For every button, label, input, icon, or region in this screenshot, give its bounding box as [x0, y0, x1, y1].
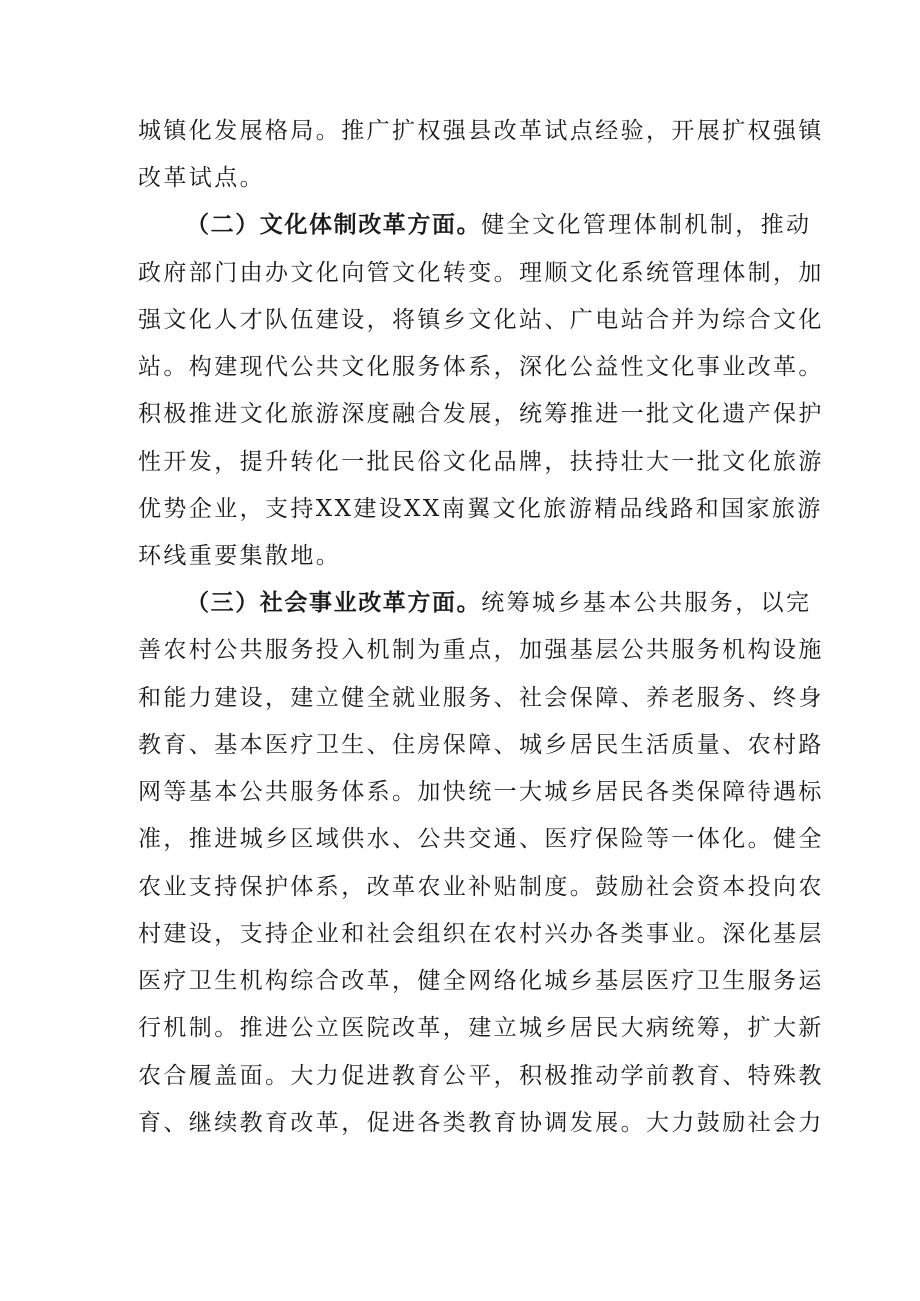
paragraph-line: 环线重要集散地。 [138, 543, 342, 569]
paragraph-line: 积极推进文化旅游深度融合发展，统筹推进一批文化遗产保护 [138, 401, 824, 427]
paragraph-line: 医疗卫生机构综合改革，健全网络化城乡基层医疗卫生服务运 [138, 968, 824, 994]
paragraph-line: 城镇化发展格局。推广扩权强县改革试点经验，开展扩权强镇 [138, 118, 824, 144]
section-2-first-line [186, 205, 812, 245]
paragraph-line: 强文化人才队伍建设，将镇乡文化站、广电站合并为综合文化 [138, 307, 824, 333]
paragraph-line: 教育、基本医疗卫生、住房保障、城乡居民生活质量、农村路 [138, 732, 824, 758]
paragraph-line: 和能力建设，建立健全就业服务、社会保障、养老服务、终身 [138, 685, 824, 711]
paragraph-line: 网等基本公共服务体系。加快统一大城乡居民各类保障待遇标 [138, 779, 824, 805]
paragraph-line: 改革试点。 [138, 165, 265, 191]
paragraph-line: 站。构建现代公共文化服务体系，深化公益性文化事业改革。 [138, 354, 824, 380]
paragraph-line: 村建设，支持企业和社会组织在农村兴办各类事业。深化基层 [138, 921, 824, 947]
paragraph-line: 性开发，提升转化一批民俗文化品牌，扶持壮大一批文化旅游 [138, 449, 824, 475]
section-2-heading: （二）文化体制改革方面。 [186, 212, 482, 238]
section-2-first-line-text: 健全文化管理体制机制，推动 [481, 212, 812, 238]
paragraph-line: 准，推进城乡区域供水、公共交通、医疗保险等一体化。健全 [138, 826, 824, 852]
paragraph-line: 行机制。推进公立医院改革，建立城乡居民大病统筹，扩大新 [138, 1015, 824, 1041]
paragraph-line: 育、继续教育改革，促进各类教育协调发展。大力鼓励社会力 [138, 1110, 824, 1136]
paragraph-line: 农业支持保护体系，改革农业补贴制度。鼓励社会资本投向农 [138, 874, 824, 900]
paragraph-line: 农合履盖面。大力促进教育公平，积极推动学前教育、特殊教 [138, 1063, 824, 1089]
section-3-first-line-text: 统筹城乡基本公共服务，以完 [481, 590, 812, 616]
section-3-heading: （三）社会事业改革方面。 [186, 590, 482, 616]
paragraph-line: 善农村公共服务投入机制为重点，加强基层公共服务机构设施 [138, 637, 824, 663]
section-3-first-line [186, 583, 812, 623]
paragraph-line: 优势企业，支持XX建设XX南翼文化旅游精品线路和国家旅游 [138, 496, 823, 522]
paragraph-line: 政府部门由办文化向管文化转变。理顺文化系统管理体制，加 [138, 260, 824, 286]
